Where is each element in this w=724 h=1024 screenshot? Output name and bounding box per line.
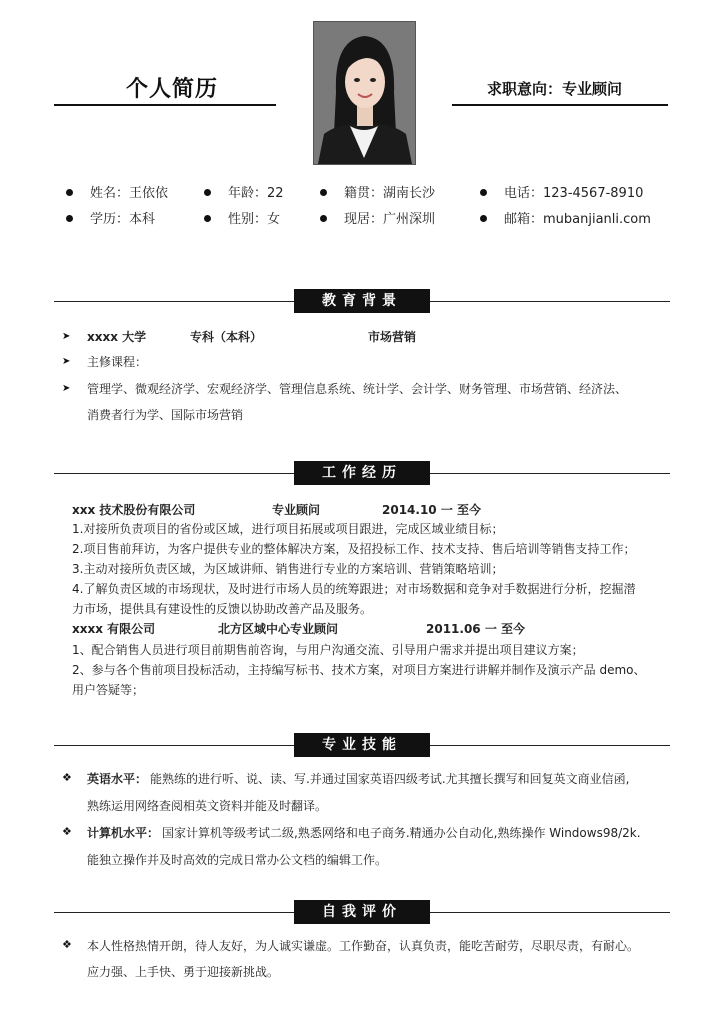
bullet-dot-icon [480,189,487,196]
skills-english-bullet [62,770,72,784]
courses-list-bullet [62,380,70,394]
info-email-text: 邮箱：mubanjianli.com [504,212,651,227]
info-education-text: 学历：本科 [90,212,156,227]
job1-period: 2014.10 一 至今 [382,503,482,517]
title-underline-left [54,104,276,106]
resume-title: 个人简历 [126,77,219,102]
work-heading: 工作经历 [294,461,430,485]
info-gender-text: 性别：女 [228,212,281,227]
education-heading: 教育背景 [294,289,430,313]
job2-line-2: 2、参与各个售前项目投标活动，主持编写标书、技术方案，对项目方案进行讲解并制作及演示产品 demo、 [72,663,646,677]
skills-computer-line-1: 国家计算机等级考试二级,熟悉网络和电子商务.精通办公自动化,熟练操作 Windows98/2k. [162,826,641,840]
skills-heading: 专业技能 [294,733,430,757]
diamond-bullet-icon: ❖ [62,771,72,784]
courses-label: 主修课程： [87,355,148,369]
info-name-text: 姓名：王依依 [90,186,169,201]
job1-company: xxx 技术股份有限公司 [72,503,196,517]
courses-line-1: 管理学、微观经济学、宏观经济学、管理信息系统、统计学、会计学、财务管理、市场营销、经济法、 [87,382,628,396]
self-eval-bullet [62,937,72,951]
job1-title: 专业顾问 [272,503,321,517]
courses-line-2: 消费者行为学、国际市场营销 [87,408,244,422]
profile-photo [313,21,416,165]
bullet-dot-icon [204,189,211,196]
education-major: 市场营销 [368,330,417,344]
info-email [480,208,651,227]
job1-line-1: 1.对接所负责项目的省份或区域，进行项目拓展或项目跟进，完成区域业绩目标； [72,522,504,536]
info-education [66,208,155,227]
job1-line-4: 4.了解负责区域的市场现状，及时进行市场人员的统筹跟进；对市场数据和竞争对手数据进行分析，挖掘潜 [72,582,636,596]
job2-line-3: 用户答疑等； [72,683,145,697]
courses-bullet [62,353,70,367]
skills-computer-bullet [62,824,72,838]
education-degree: 专科（本科） [190,330,263,344]
arrow-bullet-icon: ➤ [62,356,71,367]
job-intent: 求职意向：专业顾问 [487,80,623,98]
self-eval-line-2: 应力强、上手快、勇于迎接新挑战。 [87,965,280,979]
bullet-dot-icon [66,189,73,196]
skills-computer-line-2: 能独立操作并及时高效的完成日常办公文档的编辑工作。 [87,853,388,867]
arrow-bullet-icon: ➤ [62,331,71,342]
info-phone [480,182,643,201]
info-phone-text: 电话：123-4567-8910 [504,186,644,201]
diamond-bullet-icon: ❖ [62,825,72,838]
self-eval-line-1: 本人性格热情开朗，待人友好，为人诚实谦虚。工作勤奋，认真负责，能吃苦耐劳，尽职尽责，有耐心。 [87,939,640,953]
info-residence [320,208,435,227]
education-school-row [62,328,70,342]
info-gender [204,208,280,227]
diamond-bullet-icon: ❖ [62,938,72,951]
bullet-dot-icon [480,215,487,222]
job1-line-3: 3.主动对接所负责区域，为区域讲师、销售进行专业的方案培训、营销策略培训； [72,562,504,576]
job2-company: xxxx 有限公司 [72,622,156,636]
info-name [66,182,168,201]
education-school: xxxx 大学 [87,330,147,344]
job2-title: 北方区域中心专业顾问 [218,622,339,636]
bullet-dot-icon [204,215,211,222]
info-hometown [320,182,435,201]
skills-computer-label: 计算机水平： [87,826,160,840]
self-eval-heading: 自我评价 [294,900,430,924]
job1-line-2: 2.项目售前拜访，为客户提供专业的整体解决方案，及招投标工作、技术支持、售后培训等销售支持工作； [72,542,636,556]
info-age-text: 年龄：22 [228,186,284,201]
title-underline-right [452,104,668,106]
job1-line-5: 力市场，提供具有建设性的反馈以协助改善产品及服务。 [72,602,373,616]
job2-line-1: 1、配合销售人员进行项目前期售前咨询，与用户沟通交流、引导用户需求并提出项目建议方案； [72,643,584,657]
bullet-dot-icon [320,189,327,196]
info-hometown-text: 籍贯：湖南长沙 [344,186,436,201]
skills-english-label: 英语水平： [87,772,148,786]
job2-period: 2011.06 一 至今 [426,622,526,636]
info-residence-text: 现居：广州深圳 [344,212,436,227]
bullet-dot-icon [66,215,73,222]
portrait-illustration [314,22,415,164]
skills-english-line-2: 熟练运用网络查阅相英文资料并能及时翻译。 [87,799,328,813]
info-age [204,182,284,201]
skills-english-line-1: 能熟练的进行听、说、读、写.并通过国家英语四级考试.尤其擅长撰写和回复英文商业信函, [150,772,630,786]
arrow-bullet-icon: ➤ [62,383,71,394]
bullet-dot-icon [320,215,327,222]
